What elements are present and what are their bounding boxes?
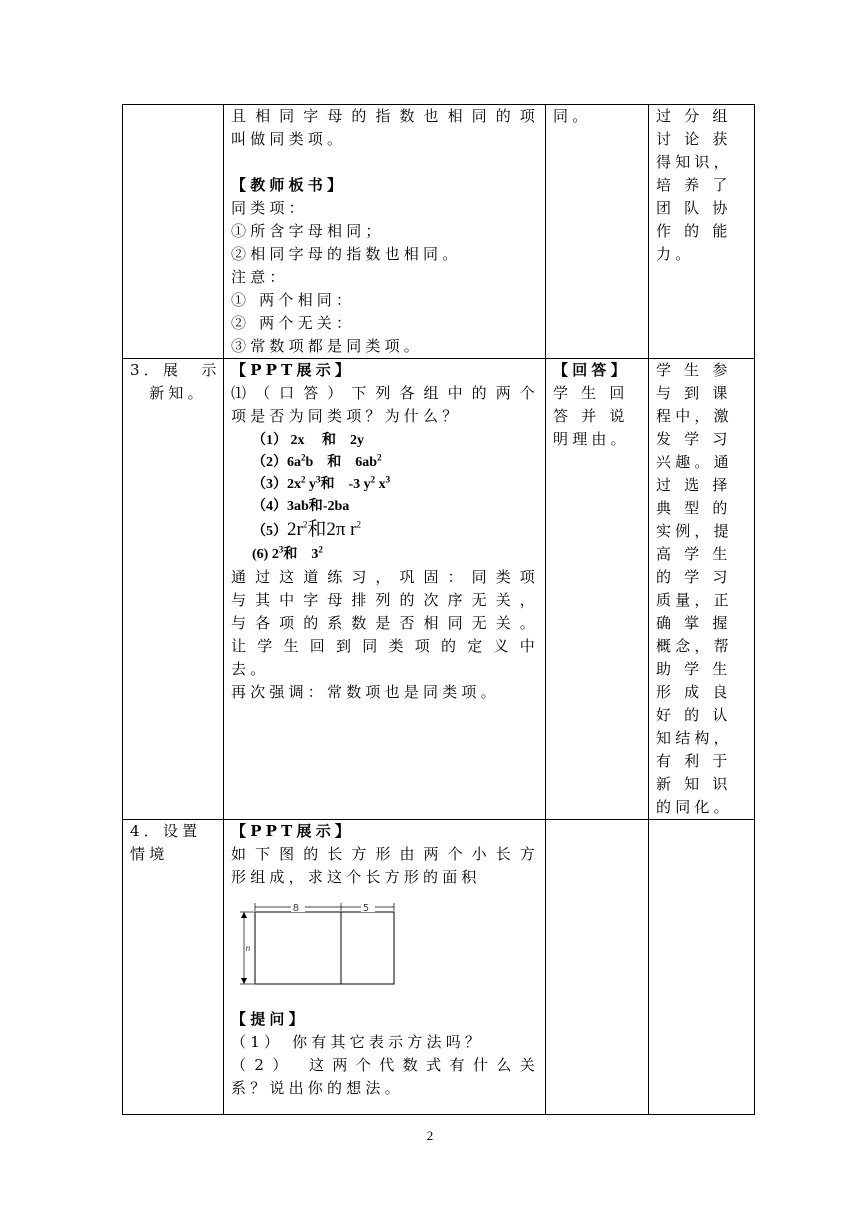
list-item: [231, 518, 539, 544]
text-line: 助 学 生: [656, 660, 732, 678]
text-line: ③常数项都是同类项。: [231, 337, 424, 355]
content-cell: [224, 105, 546, 359]
table-row: [123, 105, 755, 359]
text-line: ②相同字母的指数也相同。: [231, 245, 462, 263]
text-line: 形组成，求这个长方形的面积: [231, 868, 481, 886]
text-line: 发 学 习: [656, 430, 732, 448]
text-line: 实例，提: [656, 522, 733, 540]
text-line: 有 利 于: [656, 752, 732, 770]
text-line: 典 型 的: [656, 499, 732, 517]
text-line: 力。: [656, 245, 695, 263]
text-line: 好 的 认: [656, 706, 732, 724]
text-line: 学 生 回: [553, 384, 629, 402]
page-number: 2: [426, 1128, 434, 1143]
text-line: 过 分 组: [656, 107, 732, 125]
width-label-b: 5: [362, 903, 374, 914]
width-label-a: 8: [292, 903, 304, 914]
text-line: 同类项：: [231, 199, 308, 217]
text-line: 高 学 生: [656, 545, 732, 563]
text-line: 【PPT展示】: [231, 822, 355, 840]
text-line: 学 生 参: [656, 361, 732, 379]
text-line: 确 掌 握: [656, 614, 732, 632]
text-line: 与其中字母排列的次序无关，: [231, 591, 539, 609]
text-line: 与各项的系数是否相同无关。: [231, 614, 539, 632]
text-line: 答 并 说: [553, 407, 629, 425]
text-line: 情境: [130, 845, 169, 863]
content-cell: [224, 359, 546, 820]
text-line: 系？说出你的想法。: [231, 1079, 404, 1097]
text-line: 如下图的长方形由两个小长方: [231, 845, 539, 863]
text-line: 概念，帮: [656, 637, 733, 655]
text-line: 培 养 了: [656, 176, 732, 194]
text-line: 且相同字母的指数也相同的项: [231, 107, 539, 125]
text-line: （1） 你有其它表示方法吗？: [231, 1033, 485, 1051]
stage-cell: [123, 105, 224, 359]
text-line: 3．展 示: [130, 361, 221, 379]
text-line: 团 队 协: [656, 199, 732, 217]
text-line: 【回答】: [553, 361, 630, 379]
text-line: 【教师板书】: [231, 176, 347, 194]
text-line: 【提问】: [231, 1010, 308, 1028]
table-row: [123, 820, 755, 1115]
item-expression: $2r^2$和2π $r^2$: [287, 519, 361, 540]
text-line: 去。: [231, 660, 270, 678]
text-line: [231, 151, 539, 174]
text-line: 【PPT展示】: [231, 361, 355, 379]
text-line: 程中，激: [656, 407, 733, 425]
text-line: 得知识，: [656, 153, 733, 171]
student-activity-cell: [546, 820, 649, 1115]
rectangle-diagram: [237, 899, 407, 985]
text-line: 叫做同类项。: [231, 130, 347, 148]
list-item: $(3)2x^2$ $y^3$和 -3 $y^2$ $x^3$: [252, 474, 391, 492]
text-line: 同。: [553, 107, 592, 125]
list-item: （4）3ab和-2ba: [252, 499, 350, 514]
text-line: [231, 985, 539, 1008]
text-line: 知结构，: [656, 729, 733, 747]
height-label: n: [245, 944, 255, 953]
text-line: 再次强调：常数项也是同类项。: [231, 683, 500, 701]
text-line: 讨 论 获: [656, 130, 732, 148]
student-activity-cell: [546, 105, 649, 359]
text-line: 项是否为同类项？为什么？: [231, 407, 462, 425]
text-line: 过 选 择: [656, 476, 732, 494]
text-line: 的 学 习: [656, 568, 732, 586]
text-line: 与 到 课: [656, 384, 732, 402]
stage-cell: [123, 820, 224, 1115]
text-line: 作 的 能: [656, 222, 732, 240]
list-item: (6) $2^3$和 $3^2$: [252, 544, 323, 562]
list-item: （1） 2x 和 2y: [252, 433, 364, 448]
text-line: 注意：: [231, 268, 289, 286]
text-line: ①所含字母相同；: [231, 222, 385, 240]
text-line: 的同化。: [656, 798, 733, 816]
text-line: ① 两个相同：: [231, 291, 356, 309]
text-line: 质量，正: [656, 591, 733, 609]
text-line: 新 知 识: [656, 775, 732, 793]
table-row: [123, 359, 755, 820]
design-intent-cell: [649, 820, 755, 1115]
item-number: （5）: [252, 524, 287, 539]
text-line: 新知。: [130, 384, 207, 402]
design-intent-cell: [649, 359, 755, 820]
content-cell: [224, 820, 546, 1115]
text-line: 4．设置: [130, 822, 202, 840]
stage-cell: [123, 359, 224, 820]
text-line: 让学生回到同类项的定义中: [231, 637, 539, 655]
text-line: 通过这道练习，巩固：同类项: [231, 568, 539, 586]
text-line: ② 两个无关：: [231, 314, 356, 332]
list-item: $(2)6a^2b$ 和 $6ab^2$: [252, 452, 382, 470]
lesson-plan-table: [122, 104, 755, 1115]
text-line: 兴趣。通: [656, 453, 733, 471]
student-activity-cell: [546, 359, 649, 820]
text-line: 明理由。: [553, 430, 630, 448]
text-line: （2） 这两个代数式有什么关: [231, 1056, 539, 1074]
text-line: 形 成 良: [656, 683, 732, 701]
text-line: ⑴（口答）下列各组中的两个: [231, 384, 539, 402]
design-intent-cell: [649, 105, 755, 359]
